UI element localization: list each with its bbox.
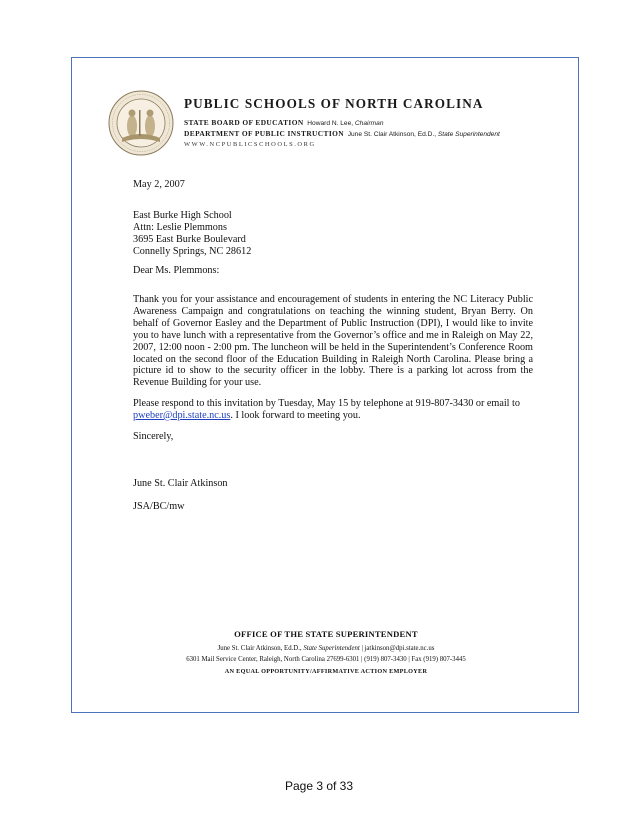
dept-line [184, 129, 500, 138]
email-link[interactable]: pweber@dpi.state.nc.us [133, 409, 231, 421]
page-number: Page 3 of 33 [284, 779, 354, 793]
closing: Sincerely, [133, 431, 174, 442]
address-line: Attn: Leslie Plemmons [133, 221, 227, 233]
dept-role: State Superintendent [437, 131, 500, 138]
recipient-address [133, 210, 533, 258]
address-line: East Burke High School [133, 210, 232, 221]
board-line [184, 118, 384, 127]
letterhead-website: WWW.NCPUBLICSCHOOLS.ORG [184, 141, 316, 148]
paragraph-line: you to have lunch with a representative from the Governor’s office and me in Raleigh on May 22, [133, 329, 533, 341]
paragraph-line: Revenue Building for your use. [133, 377, 262, 389]
paragraph-line: 2007, 12:00 noon - 2:00 pm. The luncheon will be held in the Superintendent’s Conference Room [133, 341, 533, 353]
footer-eoe-line: AN EQUAL OPPORTUNITY/AFFIRMATIVE ACTION EMPLOYER [224, 668, 428, 675]
paragraph-respond [133, 398, 533, 422]
reference-initials: JSA/BC/mw [133, 501, 185, 512]
footer-email: | jatkinson@dpi.state.nc.us [359, 645, 435, 652]
respond-closing-text: . I look forward to meeting you. [230, 409, 361, 421]
paragraph-line: Awareness Campaign and congratulations on teaching the winning student, Bryan Berry. On [133, 305, 533, 317]
respond-text: Please respond to this invitation by Tuesday, May 15 by telephone at 919-807-3430 or email to [133, 398, 520, 409]
paragraph-line: behalf of Governor Easley and the Department of Public Instruction (DPI), I would like to invite [133, 317, 533, 329]
paragraph-line: picture id to show to the security officer in the lobby. There is a parking lot across from the [133, 365, 533, 377]
footer-contact-line [72, 645, 580, 652]
document-page [71, 57, 579, 713]
salutation: Dear Ms. Plemmons: [133, 265, 220, 276]
board-role: Chairman [354, 120, 384, 127]
footer-heading: OFFICE OF THE STATE SUPERINTENDENT [234, 629, 418, 639]
dept-label: DEPARTMENT OF PUBLIC INSTRUCTION [184, 129, 345, 138]
address-line: 3695 East Burke Boulevard [133, 233, 246, 245]
paragraph-line: located on the second floor of the Education Building in Raleigh North Carolina. Please bring a [133, 353, 533, 365]
dept-person: June St. Clair Atkinson, Ed.D., [347, 131, 437, 138]
paragraph-invitation [133, 294, 533, 389]
letter-date: May 2, 2007 [133, 179, 185, 190]
signer-name: June St. Clair Atkinson [133, 478, 228, 489]
footer-role: State Superintendent [303, 645, 360, 652]
board-label: STATE BOARD OF EDUCATION [184, 118, 304, 127]
footer-address-line: 6301 Mail Service Center, Raleigh, North Carolina 27699-6301 | (919) 807-3430 | Fax (919) 807-3445 [186, 656, 466, 663]
footer-name: June St. Clair Atkinson, Ed.D., [217, 645, 302, 652]
state-seal-icon [108, 90, 174, 156]
paragraph-line: Thank you for your assistance and encouragement of students in entering the NC Literacy Public [133, 294, 533, 305]
letterhead-title: PUBLIC SCHOOLS OF NORTH CAROLINA [184, 96, 484, 111]
address-line: Connelly Springs, NC 28612 [133, 245, 252, 257]
board-person: Howard N. Lee, [307, 120, 354, 127]
